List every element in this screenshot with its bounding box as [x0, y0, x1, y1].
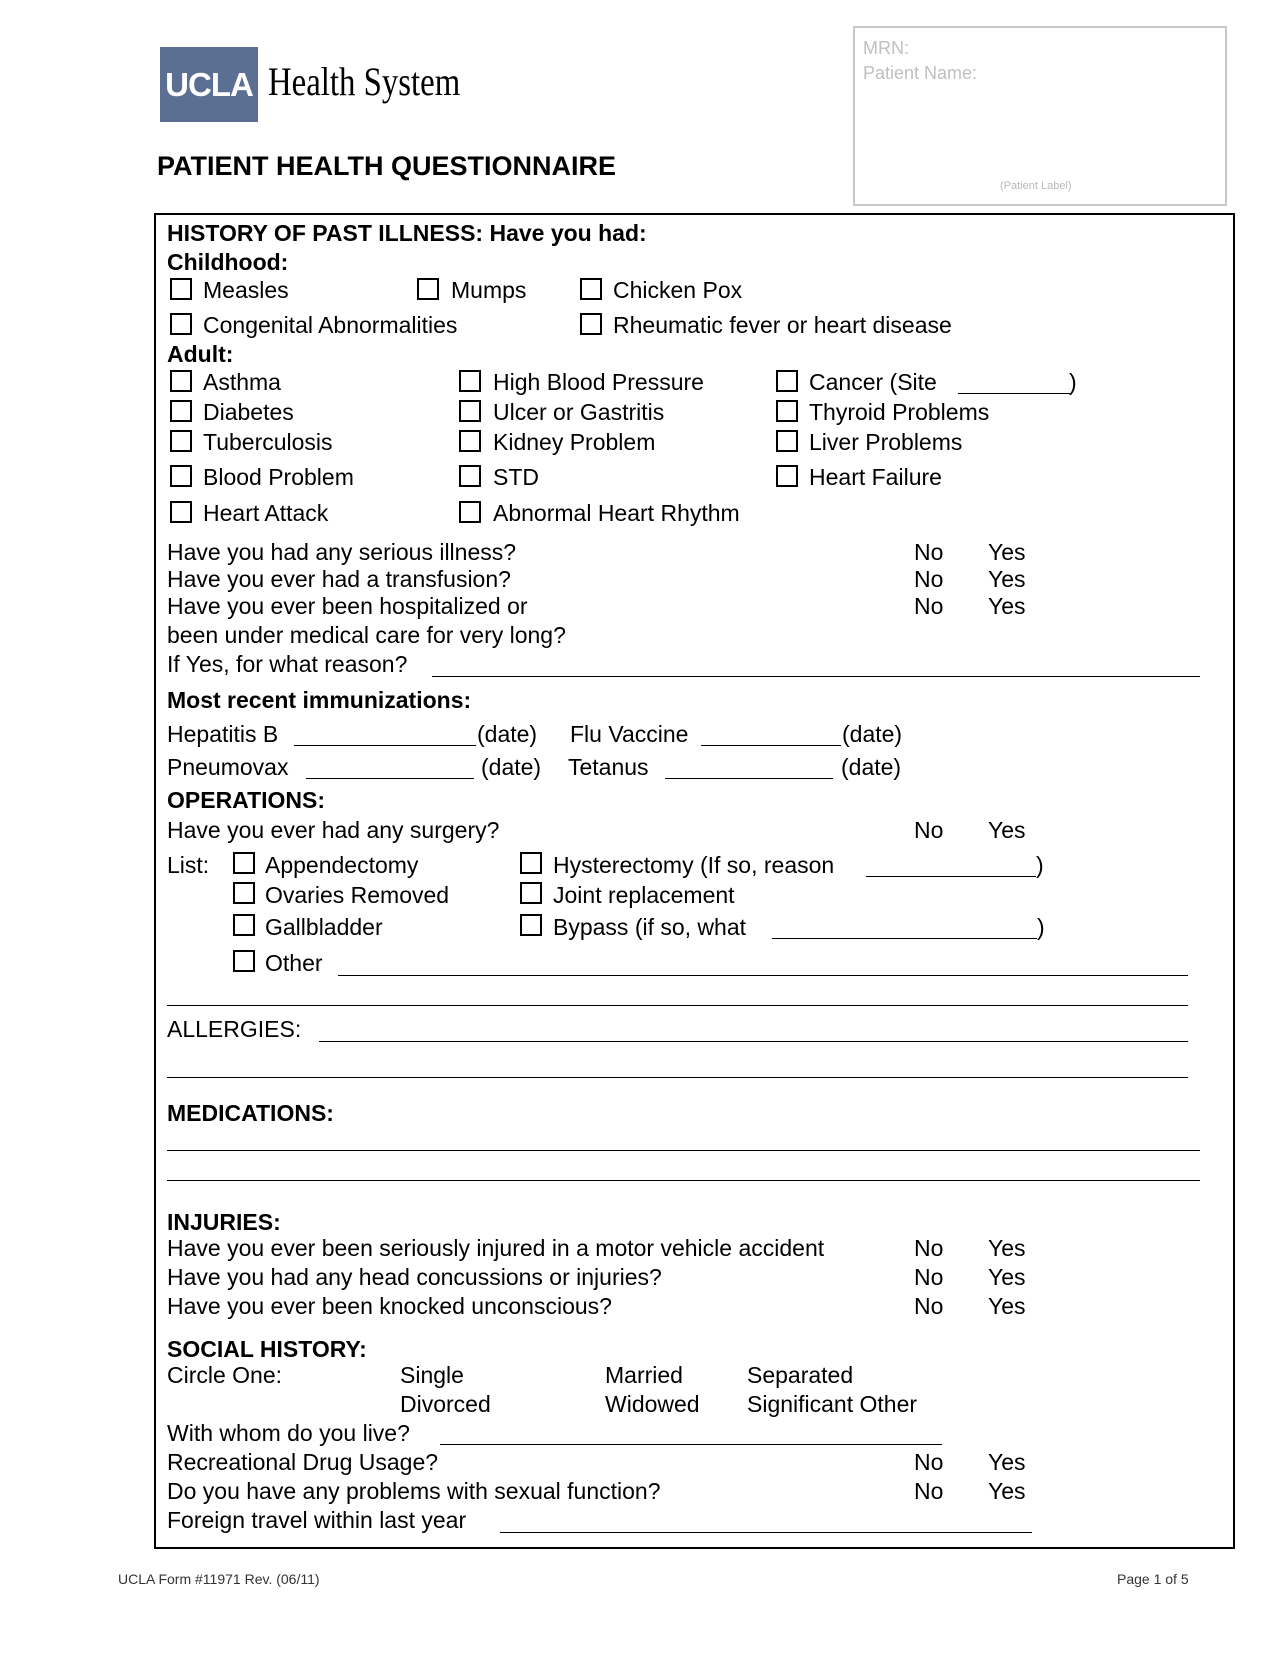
motor-accident-no[interactable]: No	[914, 1235, 944, 1261]
drug-usage-yes[interactable]: Yes	[988, 1449, 1026, 1475]
liver-label: Liver Problems	[809, 429, 963, 455]
mumps-label: Mumps	[451, 277, 527, 303]
page-title: PATIENT HEALTH QUESTIONNAIRE	[157, 151, 616, 181]
patient-name-label: Patient Name:	[863, 63, 978, 83]
cancer-site-line[interactable]	[958, 393, 1070, 394]
gallbladder-label: Gallbladder	[265, 914, 383, 940]
tuberculosis-label: Tuberculosis	[203, 429, 333, 455]
kidney-checkbox[interactable]	[459, 430, 481, 452]
serious-illness-no[interactable]: No	[914, 539, 944, 565]
hospitalized-question-cont: been under medical care for very long?	[167, 622, 566, 648]
hysterectomy-reason-line[interactable]	[866, 876, 1036, 877]
ulcer-label: Ulcer or Gastritis	[493, 399, 665, 425]
gallbladder-checkbox[interactable]	[233, 914, 255, 936]
abnormal-rhythm-checkbox[interactable]	[459, 501, 481, 523]
diabetes-label: Diabetes	[203, 399, 294, 425]
hepatitis-b-label: Hepatitis B	[167, 721, 279, 747]
option-married[interactable]: Married	[605, 1362, 683, 1388]
bypass-what-line[interactable]	[772, 938, 1037, 939]
patient-label-box	[853, 26, 1227, 206]
drug-usage-no[interactable]: No	[914, 1449, 944, 1475]
motor-accident-question: Have you ever been seriously injured in a motor vehicle accident	[167, 1235, 825, 1261]
concussion-question: Have you had any head concussions or injuries?	[167, 1264, 662, 1290]
unconscious-question: Have you ever been knocked unconscious?	[167, 1293, 612, 1319]
surgery-yes[interactable]: Yes	[988, 817, 1026, 843]
thyroid-checkbox[interactable]	[776, 400, 798, 422]
rheumatic-fever-checkbox[interactable]	[580, 313, 602, 335]
appendectomy-checkbox[interactable]	[233, 852, 255, 874]
option-widowed[interactable]: Widowed	[605, 1391, 700, 1417]
foreign-travel-question: Foreign travel within last year	[167, 1507, 467, 1533]
history-heading: HISTORY OF PAST ILLNESS: Have you had:	[167, 220, 647, 246]
heart-failure-label: Heart Failure	[809, 464, 942, 490]
blood-problem-checkbox[interactable]	[170, 465, 192, 487]
circle-one-label: Circle One:	[167, 1362, 283, 1388]
hospitalized-question: Have you ever been hospitalized or	[167, 593, 528, 619]
ovaries-checkbox[interactable]	[233, 882, 255, 904]
option-separated[interactable]: Separated	[747, 1362, 854, 1388]
liver-checkbox[interactable]	[776, 430, 798, 452]
adult-heading: Adult:	[167, 341, 234, 367]
medications-line[interactable]	[167, 1150, 1200, 1151]
ovaries-label: Ovaries Removed	[265, 882, 450, 908]
asthma-label: Asthma	[203, 369, 281, 395]
live-with-line[interactable]	[440, 1444, 942, 1445]
sexual-function-yes[interactable]: Yes	[988, 1478, 1026, 1504]
reason-label: If Yes, for what reason?	[167, 651, 408, 677]
other-line[interactable]	[338, 975, 1188, 976]
joint-replacement-label: Joint replacement	[553, 882, 735, 908]
cancer-close-paren: )	[1069, 369, 1077, 395]
joint-replacement-checkbox[interactable]	[520, 882, 542, 904]
thyroid-label: Thyroid Problems	[809, 399, 990, 425]
bypass-close-paren: )	[1037, 914, 1045, 940]
unconscious-no[interactable]: No	[914, 1293, 944, 1319]
hospitalized-yes[interactable]: Yes	[988, 593, 1026, 619]
drug-usage-question: Recreational Drug Usage?	[167, 1449, 439, 1475]
ulcer-checkbox[interactable]	[459, 400, 481, 422]
pneumovax-label: Pneumovax	[167, 754, 289, 780]
high-blood-pressure-checkbox[interactable]	[459, 370, 481, 392]
mrn-label: MRN:	[863, 38, 909, 58]
bypass-checkbox[interactable]	[520, 914, 542, 936]
heart-attack-checkbox[interactable]	[170, 501, 192, 523]
pneumovax-date-line[interactable]	[306, 778, 474, 779]
cancer-label: Cancer (Site	[809, 369, 937, 395]
logo-mark: UCLA	[165, 65, 253, 103]
page-number: Page 1 of 5	[1117, 1571, 1189, 1587]
surgery-question: Have you ever had any surgery?	[167, 817, 500, 843]
childhood-heading: Childhood:	[167, 249, 289, 275]
immunizations-heading: Most recent immunizations:	[167, 687, 472, 713]
hysterectomy-label: Hysterectomy (If so, reason	[553, 852, 835, 878]
bypass-label: Bypass (if so, what	[553, 914, 747, 940]
flu-vaccine-date-label: (date)	[842, 721, 903, 747]
tuberculosis-checkbox[interactable]	[170, 430, 192, 452]
option-single[interactable]: Single	[400, 1362, 464, 1388]
diabetes-checkbox[interactable]	[170, 400, 192, 422]
mumps-checkbox[interactable]	[417, 278, 439, 300]
transfusion-question: Have you ever had a transfusion?	[167, 566, 511, 592]
tetanus-label: Tetanus	[568, 754, 649, 780]
other-checkbox[interactable]	[233, 950, 255, 972]
unconscious-yes[interactable]: Yes	[988, 1293, 1026, 1319]
sexual-function-no[interactable]: No	[914, 1478, 944, 1504]
form-number: UCLA Form #11971 Rev. (06/11)	[118, 1571, 320, 1587]
foreign-travel-line[interactable]	[500, 1532, 1032, 1533]
concussion-no[interactable]: No	[914, 1264, 944, 1290]
chicken-pox-checkbox[interactable]	[580, 278, 602, 300]
motor-accident-yes[interactable]: Yes	[988, 1235, 1026, 1261]
social-heading: SOCIAL HISTORY:	[167, 1336, 367, 1362]
hysterectomy-checkbox[interactable]	[520, 852, 542, 874]
heart-attack-label: Heart Attack	[203, 500, 329, 526]
chicken-pox-label: Chicken Pox	[613, 277, 743, 303]
congenital-abnormalities-label: Congenital Abnormalities	[203, 312, 458, 338]
tetanus-date-line[interactable]	[665, 778, 833, 779]
measles-label: Measles	[203, 277, 289, 303]
list-label: List:	[167, 852, 210, 878]
logo-text: Health System	[268, 59, 461, 104]
kidney-label: Kidney Problem	[493, 429, 656, 455]
flu-vaccine-date-line[interactable]	[701, 745, 841, 746]
ucla-logo	[160, 47, 258, 122]
congenital-abnormalities-checkbox[interactable]	[170, 313, 192, 335]
hepatitis-b-date-label: (date)	[477, 721, 538, 747]
appendectomy-label: Appendectomy	[265, 852, 419, 878]
heart-failure-checkbox[interactable]	[776, 465, 798, 487]
option-significant-other[interactable]: Significant Other	[747, 1391, 918, 1417]
abnormal-rhythm-label: Abnormal Heart Rhythm	[493, 500, 740, 526]
rheumatic-fever-label: Rheumatic fever or heart disease	[613, 312, 952, 338]
operations-heading: OPERATIONS:	[167, 787, 326, 813]
other-line-2[interactable]	[167, 1005, 1188, 1006]
hospitalized-no[interactable]: No	[914, 593, 944, 619]
other-label: Other	[265, 950, 323, 976]
std-label: STD	[493, 464, 539, 490]
transfusion-yes[interactable]: Yes	[988, 566, 1026, 592]
medications-heading: MEDICATIONS:	[167, 1100, 334, 1126]
hepatitis-b-date-line[interactable]	[294, 745, 476, 746]
injuries-heading: INJURIES:	[167, 1209, 281, 1235]
high-blood-pressure-label: High Blood Pressure	[493, 369, 704, 395]
surgery-no[interactable]: No	[914, 817, 944, 843]
measles-checkbox[interactable]	[170, 278, 192, 300]
concussion-yes[interactable]: Yes	[988, 1264, 1026, 1290]
serious-illness-yes[interactable]: Yes	[988, 539, 1026, 565]
hysterectomy-close-paren: )	[1036, 852, 1044, 878]
sexual-function-question: Do you have any problems with sexual function?	[167, 1478, 661, 1504]
transfusion-no[interactable]: No	[914, 566, 944, 592]
allergies-line[interactable]	[319, 1041, 1188, 1042]
serious-illness-question: Have you had any serious illness?	[167, 539, 517, 565]
blood-problem-label: Blood Problem	[203, 464, 354, 490]
flu-vaccine-label: Flu Vaccine	[570, 721, 689, 747]
allergies-label: ALLERGIES:	[167, 1016, 302, 1042]
asthma-checkbox[interactable]	[170, 370, 192, 392]
pneumovax-date-label: (date)	[481, 754, 542, 780]
tetanus-date-label: (date)	[841, 754, 902, 780]
option-divorced[interactable]: Divorced	[400, 1391, 491, 1417]
reason-line[interactable]	[432, 676, 1200, 677]
live-with-question: With whom do you live?	[167, 1420, 410, 1446]
std-checkbox[interactable]	[459, 465, 481, 487]
medications-line-2[interactable]	[167, 1180, 1200, 1181]
allergies-line-2[interactable]	[167, 1077, 1188, 1078]
cancer-checkbox[interactable]	[776, 370, 798, 392]
patient-label-caption: (Patient Label)	[1000, 180, 1072, 192]
